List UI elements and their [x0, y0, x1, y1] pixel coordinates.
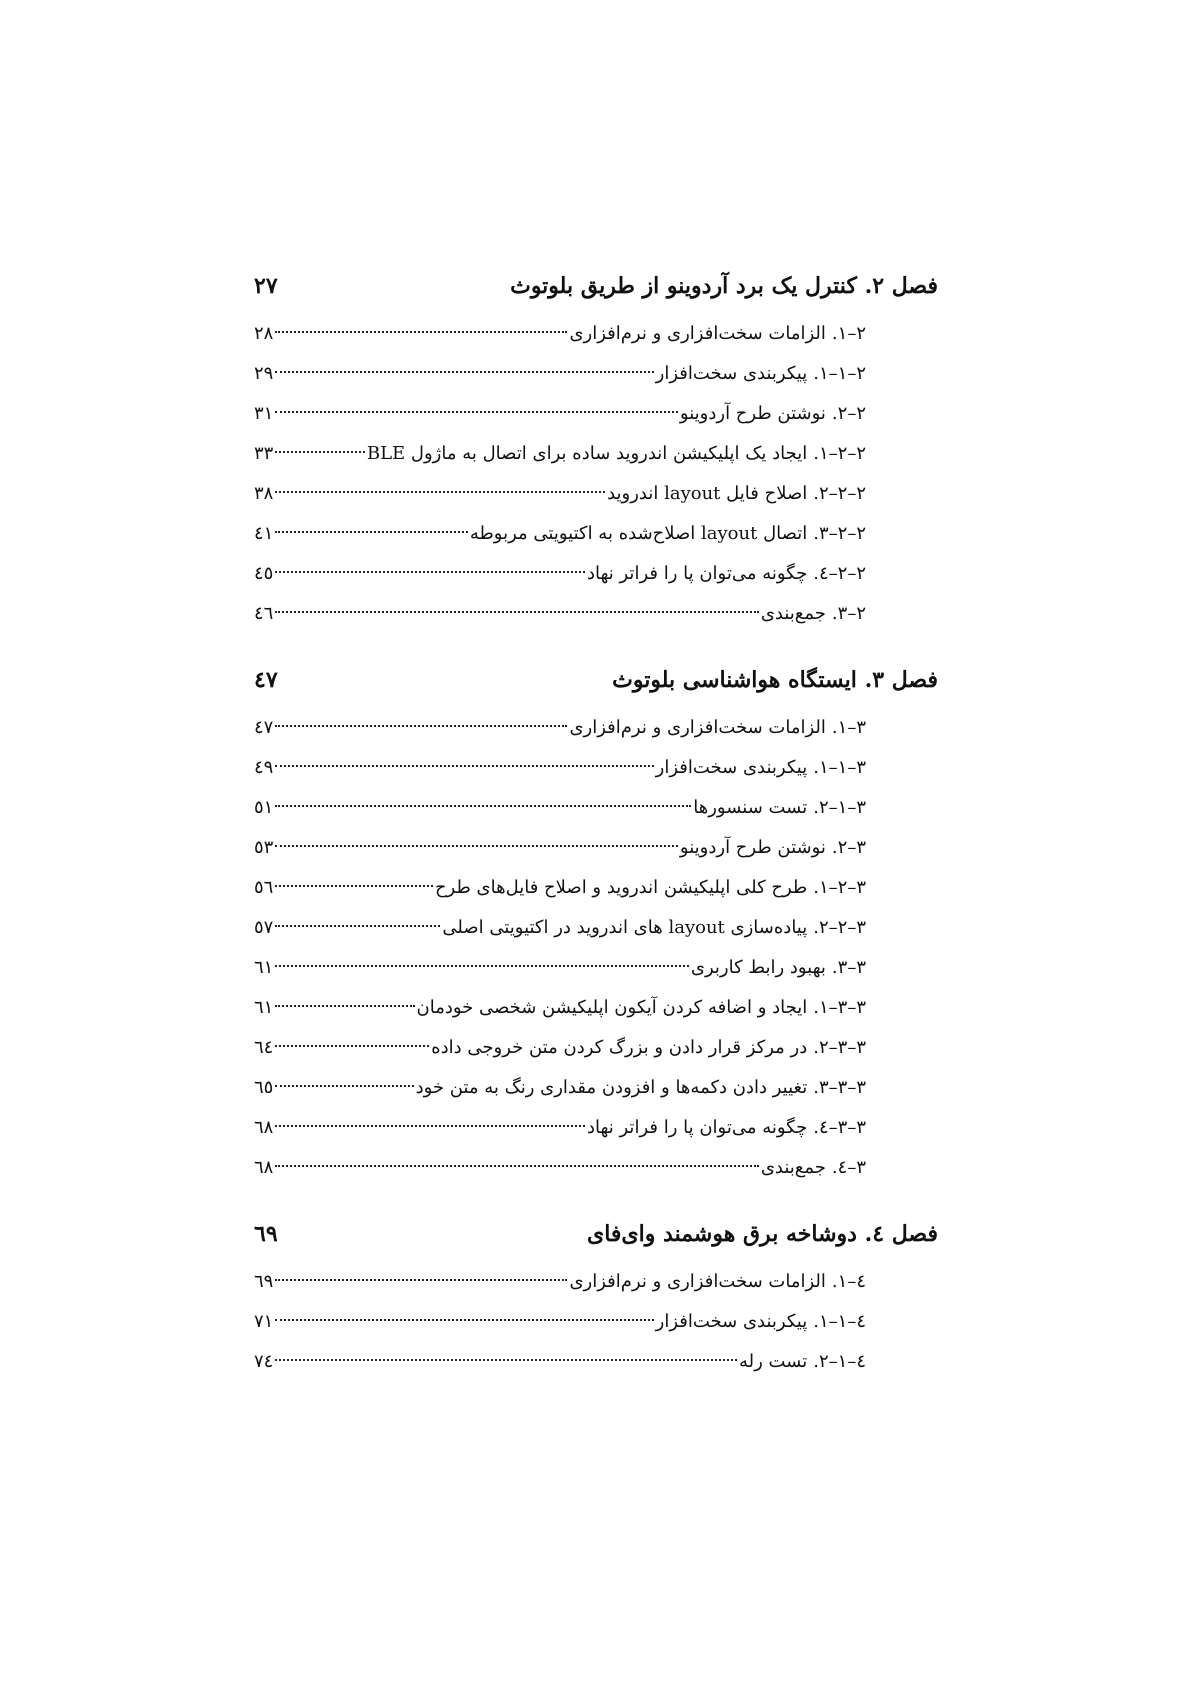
entry-page-number: ٦۱: [254, 957, 274, 978]
dot-leader: [275, 765, 653, 767]
dot-leader: [275, 1279, 567, 1281]
toc-entry: [254, 948, 938, 988]
entry-page-number: ۷۱: [254, 1311, 274, 1332]
dot-leader: [275, 965, 689, 967]
toc-entry: [254, 394, 938, 434]
dot-leader: [275, 1005, 414, 1007]
entry-page-number: ٦۹: [254, 1271, 274, 1292]
dot-leader: [275, 531, 467, 533]
entry-title: چگونه می‌توان پا را فراتر نهاد: [586, 1117, 808, 1138]
entry-number: ۲–۲–۲.: [813, 483, 866, 504]
chapter-page-number: ٦۹: [254, 1221, 278, 1247]
entry-page-number: ٥۱: [254, 797, 274, 818]
entry-number: ۲–۲–۱.: [813, 443, 866, 464]
dot-leader: [275, 885, 433, 887]
entry-title: پیاده‌سازی layout های اندروید در اکتیویتی اصلی: [442, 917, 808, 938]
entry-number: ۳–۲.: [831, 837, 866, 858]
entry-page-number: ٤٥: [254, 563, 274, 584]
toc-entry: [254, 1148, 938, 1188]
entry-title: پیکربندی سخت‌افزار: [655, 757, 808, 778]
entry-page-number: ٤۹: [254, 757, 274, 778]
chapter-page-number: ۲۷: [254, 273, 278, 299]
entry-number: ۳–۱–۱.: [813, 757, 866, 778]
dot-leader: [275, 1359, 737, 1361]
toc-entry: [254, 1068, 938, 1108]
toc-entry: [254, 1262, 938, 1302]
entry-title: اتصال layout اصلاح‌شده به اکتیویتی مربوطه: [469, 523, 808, 544]
entry-title: پیکربندی سخت‌افزار: [655, 1311, 808, 1332]
entry-title: طرح کلی اپلیکیشن اندروید و اصلاح فایل‌های طرح: [434, 877, 808, 898]
entry-title: پیکربندی سخت‌افزار: [655, 363, 808, 384]
toc-entry: [254, 1302, 938, 1342]
dot-leader: [275, 725, 567, 727]
entry-number: ٤–۱–۲.: [813, 1351, 866, 1372]
entry-number: ۳–٤.: [831, 1157, 866, 1178]
toc-entry: [254, 908, 938, 948]
entry-page-number: ٤۱: [254, 523, 274, 544]
chapter-title: فصل ۳. ایستگاه هواشناسی بلوتوث: [612, 667, 938, 693]
entry-title: تغییر دادن دکمه‌ها و افزودن مقداری رنگ به متن خود: [415, 1077, 808, 1098]
dot-leader: [275, 611, 758, 613]
entry-number: ۲–۳.: [831, 603, 866, 624]
entry-title: جمع‌بندی: [760, 1157, 826, 1178]
dot-leader: [275, 491, 605, 493]
entry-page-number: ٦٥: [254, 1077, 274, 1098]
dot-leader: [275, 451, 365, 453]
dot-leader: [275, 331, 567, 333]
entry-title: چگونه می‌توان پا را فراتر نهاد: [586, 563, 808, 584]
dot-leader: [275, 1319, 653, 1321]
toc-entry: [254, 988, 938, 1028]
entry-page-number: ۲۸: [254, 323, 274, 344]
toc-entry: [254, 314, 938, 354]
dot-leader: [275, 1165, 758, 1167]
table-of-contents: [254, 262, 938, 1404]
chapter-section: [254, 1210, 938, 1382]
entry-page-number: ٤٦: [254, 603, 274, 624]
dot-leader: [275, 1045, 429, 1047]
toc-entry: [254, 1342, 938, 1382]
entry-title: نوشتن طرح آردوینو: [679, 837, 826, 858]
entry-number: ۳–۱.: [831, 717, 866, 738]
dot-leader: [275, 411, 678, 413]
entry-number: ۳–۳–۲.: [813, 1037, 866, 1058]
entry-title: در مرکز قرار دادن و بزرگ کردن متن خروجی داده: [431, 1037, 808, 1058]
entry-title: الزامات سخت‌افزاری و نرم‌افزاری: [569, 717, 826, 738]
entry-page-number: ۳۳: [254, 443, 274, 464]
entry-number: ۳–۳.: [831, 957, 866, 978]
entry-title: تست رله: [738, 1351, 808, 1372]
entry-title: تست سنسورها: [693, 797, 808, 818]
dot-leader: [275, 845, 678, 847]
toc-entry: [254, 708, 938, 748]
toc-entry: [254, 434, 938, 474]
entry-title: اصلاح فایل layout اندروید: [607, 483, 808, 504]
entry-page-number: ۲۹: [254, 363, 274, 384]
entry-number: ۲–۲.: [831, 403, 866, 424]
toc-entry: [254, 554, 938, 594]
dot-leader: [275, 1125, 585, 1127]
entry-page-number: ٦۸: [254, 1117, 274, 1138]
toc-entry: [254, 594, 938, 634]
entry-page-number: ٥٦: [254, 877, 274, 898]
chapter-section: [254, 262, 938, 634]
entry-page-number: ۳۱: [254, 403, 274, 424]
toc-entry: [254, 474, 938, 514]
chapter-section: [254, 656, 938, 1188]
entry-title: ایجاد و اضافه کردن آیکون اپلیکیشن شخصی خودمان: [416, 997, 808, 1018]
entry-number: ۳–۳–٤.: [813, 1117, 866, 1138]
entry-number: ۲–۲–۳.: [813, 523, 866, 544]
entry-page-number: ٤۷: [254, 717, 274, 738]
toc-entry: [254, 514, 938, 554]
dot-leader: [275, 805, 691, 807]
dot-leader: [275, 1085, 413, 1087]
entry-page-number: ٦۱: [254, 997, 274, 1018]
entry-page-number: ٥۷: [254, 917, 274, 938]
entry-page-number: ٦٤: [254, 1037, 274, 1058]
entry-number: ٤–۱–۱.: [813, 1311, 866, 1332]
toc-entry: [254, 1028, 938, 1068]
entry-page-number: ۷٤: [254, 1351, 274, 1372]
toc-entry: [254, 748, 938, 788]
entry-title: ایجاد یک اپلیکیشن اندروید ساده برای اتصال به ماژول BLE: [366, 443, 808, 464]
entry-title: نوشتن طرح آردوینو: [679, 403, 826, 424]
entry-title: الزامات سخت‌افزاری و نرم‌افزاری: [569, 1271, 826, 1292]
entry-number: ٤–۱.: [831, 1271, 866, 1292]
toc-entry: [254, 354, 938, 394]
dot-leader: [275, 571, 585, 573]
entry-title: الزامات سخت‌افزاری و نرم‌افزاری: [569, 323, 826, 344]
entry-number: ۲–۲–٤.: [813, 563, 866, 584]
toc-entry: [254, 788, 938, 828]
entry-number: ۲–۱.: [831, 323, 866, 344]
entry-page-number: ٦۸: [254, 1157, 274, 1178]
entry-title: جمع‌بندی: [760, 603, 826, 624]
toc-entry: [254, 1108, 938, 1148]
chapter-heading: [254, 1210, 938, 1258]
entry-number: ۳–۲–۱.: [813, 877, 866, 898]
entry-title: بهبود رابط کاربری: [690, 957, 826, 978]
chapter-title: فصل ۲. کنترل یک برد آردوینو از طریق بلوتوث: [510, 273, 938, 299]
entry-number: ۳–۳–۳.: [813, 1077, 866, 1098]
entry-number: ۳–۱–۲.: [813, 797, 866, 818]
chapter-title: فصل ٤. دوشاخه برق هوشمند وای‌فای: [586, 1221, 938, 1247]
chapter-page-number: ٤۷: [254, 667, 278, 693]
entry-page-number: ۳۸: [254, 483, 274, 504]
entry-number: ۳–۳–۱.: [813, 997, 866, 1018]
dot-leader: [275, 371, 653, 373]
dot-leader: [275, 925, 440, 927]
chapter-heading: [254, 656, 938, 704]
entry-page-number: ٥۳: [254, 837, 274, 858]
toc-entry: [254, 828, 938, 868]
chapter-heading: [254, 262, 938, 310]
entry-number: ۲–۱–۱.: [813, 363, 866, 384]
toc-entry: [254, 868, 938, 908]
entry-number: ۳–۲–۲.: [813, 917, 866, 938]
